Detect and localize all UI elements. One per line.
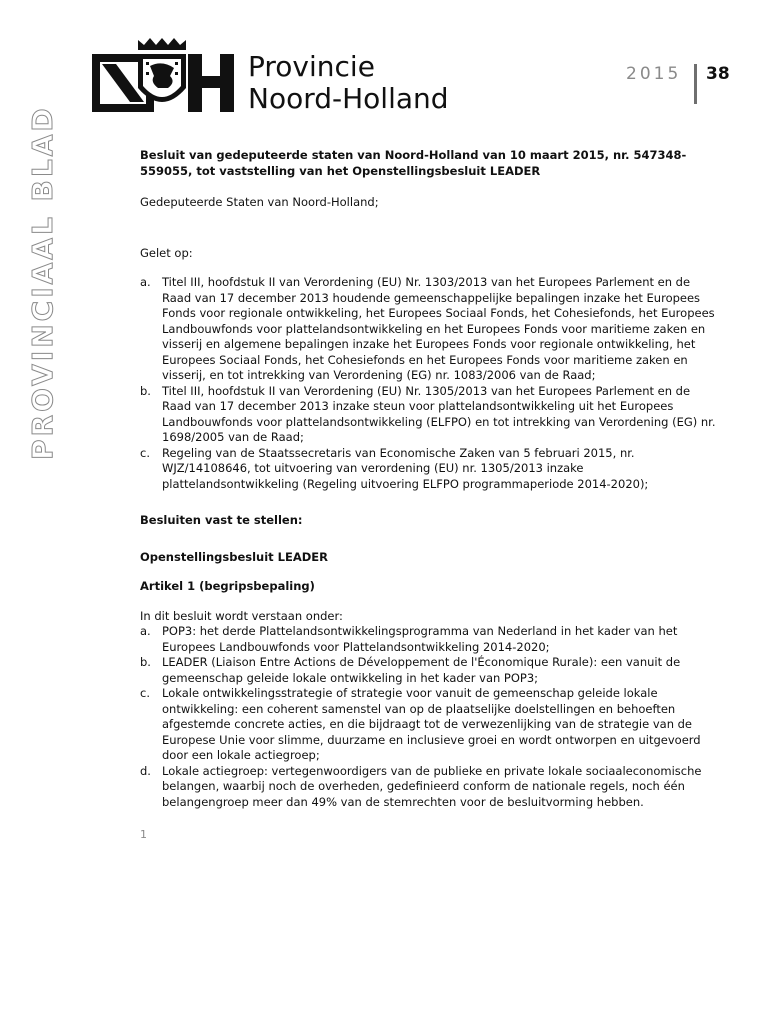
- list-item: [140, 686, 718, 764]
- list-marker: d.: [140, 763, 151, 778]
- intro-text: Gedeputeerde Staten van Noord-Holland;: [140, 195, 379, 209]
- vertical-publication-label: PROVINCIAAL BLAD: [26, 105, 59, 460]
- list-item: [140, 655, 718, 686]
- org-name-line2: Noord-Holland: [248, 82, 449, 115]
- province-logo: [88, 36, 498, 116]
- gelet-op-heading: Gelet op:: [140, 245, 193, 260]
- article-intro: In dit besluit wordt verstaan onder:: [140, 608, 343, 623]
- besluiten-heading: Besluiten vast te stellen:: [140, 513, 303, 527]
- list-marker: b.: [140, 655, 151, 669]
- article-definition-list: [140, 624, 718, 810]
- list-marker: c.: [140, 445, 150, 460]
- list-item-text: Titel III, hoofdstuk II van Verordening (EU) Nr. 1303/2013 van het Europees Parlement en de Raad van 17 december 2013 houdende gemeenschappelijke bepalingen inzake het Europees Fonds voor regionale ontwikkeling, het Europees Sociaal Fonds, het Cohesiefonds, het Europees Landbouwfonds voor plattelandsontwikkeling en het Europees Fonds voor maritieme zaken en visserij en algemene bepalingen inzake het Europees Fonds voor regionale ontwikkeling, het Europees Sociaal Fonds, het Cohesiefonds en het Europees Fonds voor maritieme zaken en visserij, en tot intrekking van Verordening (EG) nr. 1083/2006 van de Raad;: [162, 275, 715, 382]
- gelet-op-list: [140, 275, 718, 492]
- province-emblem-icon: [88, 36, 238, 116]
- page-number: 1: [140, 828, 147, 841]
- list-item: [140, 446, 718, 493]
- document-title: Besluit van gedeputeerde staten van Noord-Holland van 10 maart 2015, nr. 547348-559055, tot vaststelling van het Openstellingsbesluit LEADER: [140, 148, 687, 178]
- list-item-text: Regeling van de Staatssecretaris van Economische Zaken van 5 februari 2015, nr. WJZ/14108646, tot uitvoering van verordening (EU) nr. 1305/2013 inzake plattelandsontwikkeling (Regeling uitvoering ELFPO programmaperiode 2014-2020);: [162, 445, 649, 491]
- list-item: [140, 384, 718, 446]
- list-item-text: POP3: het derde Plattelandsontwikkelingsprogramma van Nederland in het kader van het Europees Landbouwfonds voor Plattelandsontwikkeling 2014-2020;: [162, 624, 678, 654]
- issue-number: 38: [706, 64, 730, 84]
- article-title: Artikel 1 (begripsbepaling): [140, 579, 315, 593]
- list-item-text: Titel III, hoofdstuk II van Verordening (EU) Nr. 1305/2013 van het Europees Parlement en de Raad van 17 december 2013 inzake steun voor plattelandsontwikkeling uit het Europees Landbouwfonds voor plattelandsontwikkeling (ELFPO) en tot intrekking van Verordening (EG) nr. 1698/2005 van de Raad;: [162, 383, 716, 444]
- list-marker: c.: [140, 686, 150, 700]
- document-body: [140, 148, 718, 810]
- list-item: [140, 764, 718, 811]
- list-item: [140, 624, 718, 655]
- publication-year: 2015: [626, 64, 682, 84]
- list-item-text: Lokale ontwikkelingsstrategie of strategie voor vanuit de gemeenschap geleide lokale ontwikkeling: een coherent samenstel van op de plaatselijke doelstellingen en behoeften afgestemde concrete acties, en die bijdraagt tot de verwezenlijking van de strategie van de Europese Unie voor slimme, duurzame en inclusieve groei en wordt ontworpen en uitgevoerd door een lokale actiegroep;: [162, 686, 701, 762]
- section-title: Openstellingsbesluit LEADER: [140, 549, 329, 564]
- list-item-text: Lokale actiegroep: vertegenwoordigers van de publieke en private lokale sociaaleconomische belangen, waarbij noch de overheden, gedefinieerd conform de nationale regels, noch één belangengroep meer dan 49% van de stemrechten voor de besluitvorming hebben.: [162, 763, 702, 809]
- list-marker: a.: [140, 624, 151, 638]
- list-item: [140, 275, 718, 384]
- list-item-text: LEADER (Liaison Entre Actions de Développement de l'Économique Rurale): een vanuit de gemeenschap geleide lokale ontwikkeling in het kader van POP3;: [162, 655, 681, 685]
- list-marker: b.: [140, 383, 151, 398]
- org-name-line1: Provincie: [248, 50, 375, 83]
- list-marker: a.: [140, 275, 151, 289]
- header-divider: [694, 64, 697, 104]
